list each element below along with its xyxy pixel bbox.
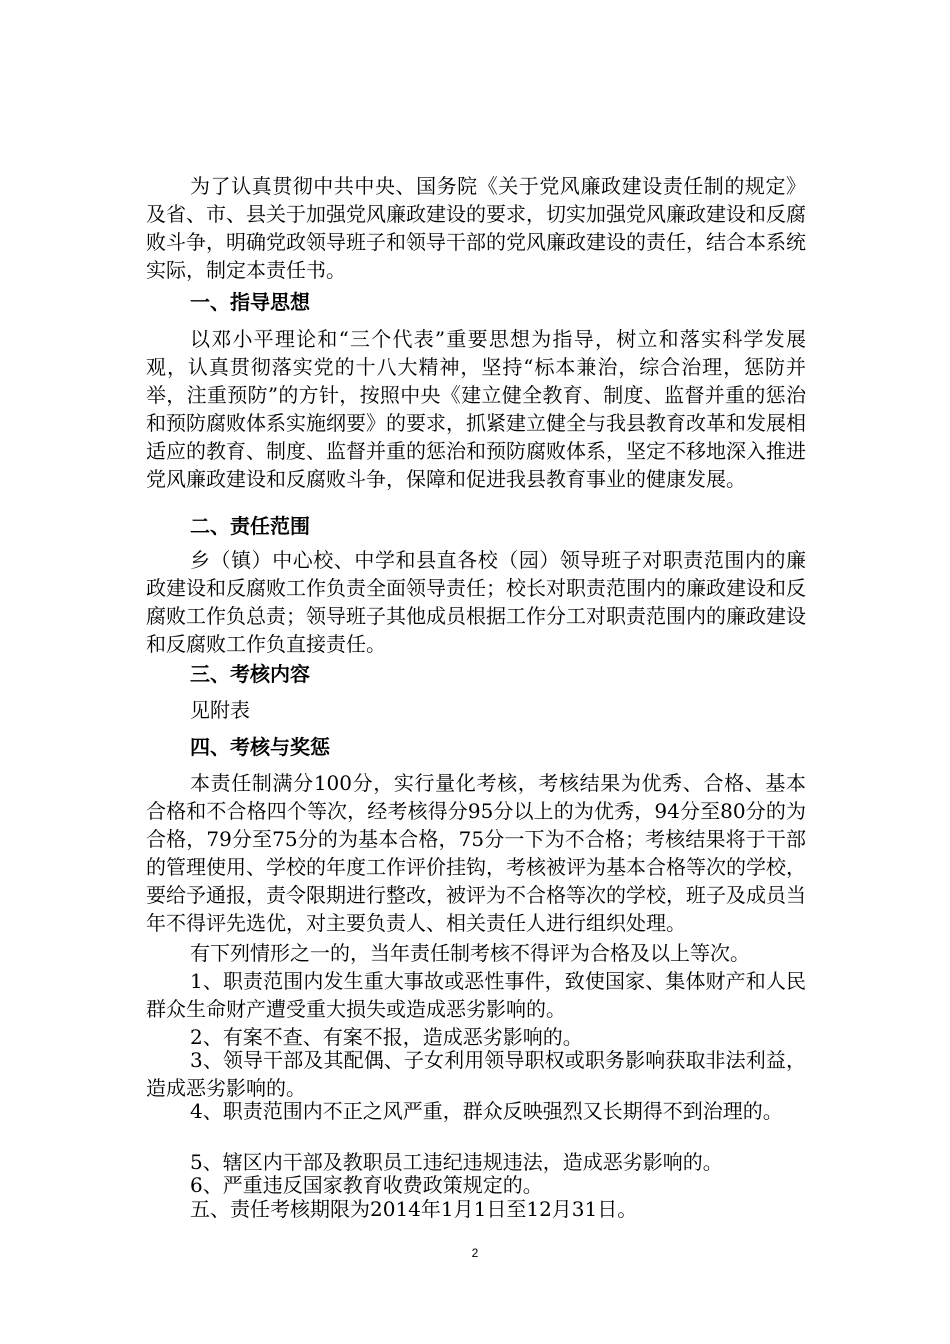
section-heading-assessment-rewards: 四、考核与奖惩 [190,735,330,759]
section-body-responsibility-scope: 乡（镇）中心校、中学和县直各校（园）领导班子对职责范围内的廉政建设和反腐败工作负责全面领导责任；校长对职责范围内的廉政建设和反腐败工作负总责；领导班子其他成员根据工作分工对职责范围内的廉政建设和反腐败工作负直接责任。 [146,548,806,656]
condition-item-4: 4、职责范围内不正之风严重，群众反映强烈又长期得不到治理的。 [190,1099,783,1123]
condition-item-6: 6、严重违反国家教育收费政策规定的。 [190,1173,543,1197]
section-heading-guiding-ideology: 一、指导思想 [190,290,310,314]
section-body-assessment-content: 见附表 [190,698,250,722]
page-number: 2 [471,1246,479,1260]
assessment-term: 五、责任考核期限为2014年1月1日至12月31日。 [190,1197,638,1221]
section-body-guiding-ideology: 以邓小平理论和“三个代表”重要思想为指导，树立和落实科学发展观，认真贯彻落实党的十八大精神，坚持“标本兼治，综合治理，惩防并举，注重预防”的方针，按照中央《建立健全教育、制度、监督并重的惩治和预防腐败体系实施纲要》的要求，抓紧建立健全与我县教育改革和发展相适应的教育、制度、监督并重的惩治和预防腐败体系，坚定不移地深入推进党风廉政建设和反腐败斗争，保障和促进我县教育事业的健康发展。 [146,327,806,491]
section-body-assessment-rewards: 本责任制满分100分，实行量化考核，考核结果为优秀、合格、基本合格和不合格四个等次，经考核得分95分以上的为优秀，94分至80分的为合格，79分至75分的为基本合格，75分一下为不合格；考核结果将于干部的管理使用、学校的年度工作评价挂钩，考核被评为基本合格等次的学校，要给予通报，责令限期进行整改，被评为不合格等次的学校，班子及成员当年不得评先选优，对主要负责人、相关责任人进行组织处理。 [146,771,806,935]
condition-item-1: 1、职责范围内发生重大事故或恶性事件，致使国家、集体财产和人民群众生命财产遭受重大损失或造成恶劣影响的。 [146,969,806,1021]
conditions-intro: 有下列情形之一的，当年责任制考核不得评为合格及以上等次。 [190,941,750,965]
condition-item-5: 5、辖区内干部及教职员工违纪违规违法，造成恶劣影响的。 [190,1150,723,1174]
section-heading-assessment-content: 三、考核内容 [190,662,310,686]
intro-paragraph: 为了认真贯彻中共中央、国务院《关于党风廉政建设责任制的规定》及省、市、县关于加强党风廉政建设的要求，切实加强党风廉政建设和反腐败斗争，明确党政领导班子和领导干部的党风廉政建设的责任，结合本系统实际，制定本责任书。 [146,174,806,282]
condition-item-2: 2、有案不查、有案不报，造成恶劣影响的。 [190,1025,583,1049]
section-heading-responsibility-scope: 二、责任范围 [190,514,310,538]
condition-item-3: 3、领导干部及其配偶、子女利用领导职权或职务影响获取非法利益，造成恶劣影响的。 [146,1048,806,1100]
